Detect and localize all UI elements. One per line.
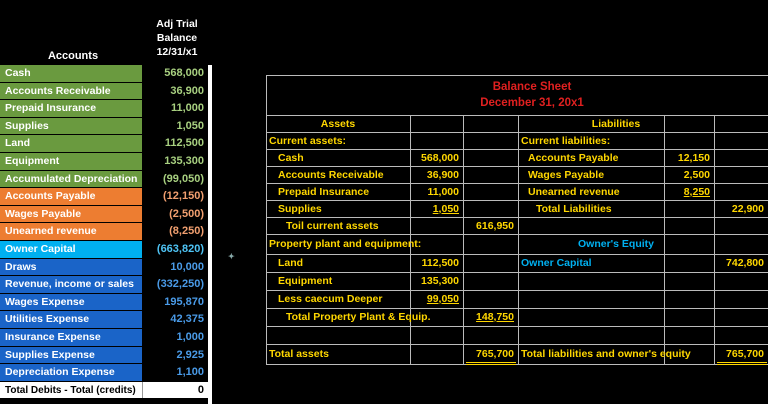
total-ppe-amount[interactable] <box>463 309 514 326</box>
account-name-cell[interactable]: Equipment <box>0 153 142 170</box>
account-name-cell[interactable]: Land <box>0 135 142 152</box>
balance-sheet-date: December 31, 20x1 <box>480 97 584 109</box>
amount-cell[interactable]: 112,500 <box>142 135 208 152</box>
double-underline <box>466 362 516 365</box>
account-name-cell[interactable]: Supplies <box>0 118 142 135</box>
current-assets-label[interactable]: Current assets: <box>269 135 347 147</box>
table-row <box>0 118 212 136</box>
account-name-cell[interactable]: Owner Capital <box>0 241 142 258</box>
total-ppe-value: 148,750 <box>476 311 514 323</box>
total-row <box>0 382 212 400</box>
account-name-cell[interactable]: Utilities Expense <box>0 311 142 328</box>
account-name-cell[interactable]: Total Debits - Total (credits) <box>0 382 142 399</box>
cursor-icon: ✦ <box>228 252 235 261</box>
cash-amount[interactable]: 568,000 <box>421 152 459 164</box>
ppe-label[interactable]: Property plant and equipment: <box>269 238 422 250</box>
current-liabilities-label[interactable]: Current liabilities: <box>521 135 611 147</box>
equipment-label[interactable]: Equipment <box>278 275 333 287</box>
wages-payable-label[interactable]: Wages Payable <box>528 169 605 181</box>
adj-trial-balance-column-header[interactable] <box>142 17 212 59</box>
amount-cell[interactable]: 42,375 <box>142 311 208 328</box>
amount-cell[interactable]: (12,150) <box>142 188 208 205</box>
amount-cell[interactable]: 10,000 <box>142 259 208 276</box>
equipment-amount[interactable]: 135,300 <box>421 275 459 287</box>
accounts-receivable-amount[interactable]: 36,900 <box>426 169 459 181</box>
total-ppe-label[interactable]: Total Property Plant & Equip. <box>286 311 431 323</box>
table-row <box>0 100 212 118</box>
table-row <box>0 329 212 347</box>
table-row <box>0 347 212 365</box>
account-name-cell[interactable]: Wages Expense <box>0 294 142 311</box>
prepaid-insurance-label[interactable]: Prepaid Insurance <box>278 186 370 198</box>
land-label[interactable]: Land <box>278 257 304 269</box>
trial-balance-header <box>0 0 212 65</box>
table-row <box>0 311 212 329</box>
less-accumulated-amount[interactable] <box>410 291 459 308</box>
table-row <box>0 364 212 382</box>
table-row <box>0 276 212 294</box>
account-name-cell[interactable]: Draws <box>0 259 142 276</box>
total-liabilities-amount[interactable]: 22,900 <box>731 203 764 215</box>
total-current-assets-label[interactable]: Toil current assets <box>286 220 379 232</box>
unearned-revenue-value: 8,250 <box>683 186 710 198</box>
table-row <box>0 241 212 259</box>
table-row <box>0 83 212 101</box>
table-row <box>0 206 212 224</box>
balance-sheet <box>266 75 768 365</box>
accounts-receivable-label[interactable]: Accounts Receivable <box>278 169 384 181</box>
amount-cell[interactable]: 2,925 <box>142 347 208 364</box>
accounts-payable-amount[interactable]: 12,150 <box>677 152 710 164</box>
grid-line <box>266 272 768 273</box>
total-liabilities-equity-label[interactable]: Total liabilities and owner's equity <box>521 348 691 360</box>
total-assets-label[interactable]: Total assets <box>269 348 329 360</box>
amount-cell[interactable]: 195,870 <box>142 294 208 311</box>
amount-cell[interactable]: 1,000 <box>142 329 208 346</box>
amount-cell[interactable]: (332,250) <box>142 276 208 293</box>
account-name-cell[interactable]: Unearned revenue <box>0 223 142 240</box>
amount-cell[interactable]: 1,100 <box>142 364 208 381</box>
owner-capital-label[interactable]: Owner Capital <box>521 257 592 269</box>
table-row <box>0 171 212 189</box>
table-row <box>0 135 212 153</box>
amount-cell[interactable]: (2,500) <box>142 206 208 223</box>
total-liabilities-label[interactable]: Total Liabilities <box>536 203 612 215</box>
less-accumulated-label[interactable]: Less caecum Deeper <box>278 293 383 305</box>
account-name-cell[interactable]: Accounts Receivable <box>0 83 142 100</box>
amount-cell[interactable]: (663,820) <box>142 241 208 258</box>
assets-header[interactable]: Assets <box>320 118 356 130</box>
owner-capital-amount[interactable]: 742,800 <box>726 257 764 269</box>
amount-cell[interactable]: (8,250) <box>142 223 208 240</box>
table-row <box>0 223 212 241</box>
table-row <box>0 65 212 83</box>
amount-cell[interactable]: (99,050) <box>142 171 208 188</box>
trial-balance-rows <box>0 65 212 399</box>
column-edge <box>208 65 212 404</box>
amount-cell[interactable]: 0 <box>142 382 208 399</box>
account-name-cell[interactable]: Cash <box>0 65 142 82</box>
accounts-column-header[interactable]: Accounts <box>47 50 99 62</box>
header-line: Adj Trial <box>156 18 198 30</box>
balance-sheet-title: Balance Sheet <box>492 81 572 93</box>
table-row <box>0 188 212 206</box>
total-current-assets-amount[interactable]: 616,950 <box>476 220 514 232</box>
grid-line <box>463 115 464 365</box>
grid-line <box>266 326 768 327</box>
amount-cell[interactable]: 36,900 <box>142 83 208 100</box>
less-accumulated-value: 99,050 <box>426 293 459 305</box>
amount-cell[interactable]: 568,000 <box>142 65 208 82</box>
total-liabilities-equity-amount[interactable]: 765,700 <box>726 348 764 360</box>
amount-cell[interactable]: 1,050 <box>142 118 208 135</box>
double-underline <box>717 362 767 365</box>
amount-cell[interactable]: 135,300 <box>142 153 208 170</box>
table-row <box>0 259 212 277</box>
header-line: Balance <box>156 32 198 44</box>
amount-cell[interactable]: 11,000 <box>142 100 208 117</box>
account-name-cell[interactable]: Wages Payable <box>0 206 142 223</box>
unearned-revenue-amount[interactable] <box>664 184 710 201</box>
account-name-cell[interactable]: Depreciation Expense <box>0 364 142 381</box>
unearned-revenue-label[interactable]: Unearned revenue <box>528 186 620 198</box>
prepaid-insurance-amount[interactable]: 11,000 <box>427 186 459 198</box>
account-name-cell[interactable]: Accounts Payable <box>0 188 142 205</box>
liabilities-header[interactable]: Liabilities <box>591 118 641 130</box>
supplies-label[interactable]: Supplies <box>278 203 322 215</box>
table-row <box>0 153 212 171</box>
account-name-cell[interactable]: Supplies Expense <box>0 347 142 364</box>
account-name-cell[interactable]: Accumulated Depreciation <box>0 171 142 188</box>
wages-payable-amount[interactable]: 2,500 <box>683 169 710 181</box>
grid-line <box>266 254 768 255</box>
owners-equity-label[interactable]: Owner's Equity <box>577 238 654 250</box>
grid-line <box>714 115 715 365</box>
grid-line <box>266 344 768 345</box>
table-row <box>0 294 212 312</box>
account-name-cell[interactable]: Prepaid Insurance <box>0 100 142 117</box>
account-name-cell[interactable]: Revenue, income or sales <box>0 276 142 293</box>
cash-label[interactable]: Cash <box>278 152 304 164</box>
supplies-value: 1,050 <box>432 203 459 215</box>
land-amount[interactable]: 112,500 <box>421 257 459 269</box>
header-line: 12/31/x1 <box>156 46 198 58</box>
account-name-cell[interactable]: Insurance Expense <box>0 329 142 346</box>
total-assets-amount[interactable]: 765,700 <box>476 348 514 360</box>
supplies-amount[interactable] <box>410 201 459 218</box>
adjusted-trial-balance <box>0 0 212 399</box>
accounts-payable-label[interactable]: Accounts Payable <box>528 152 619 164</box>
